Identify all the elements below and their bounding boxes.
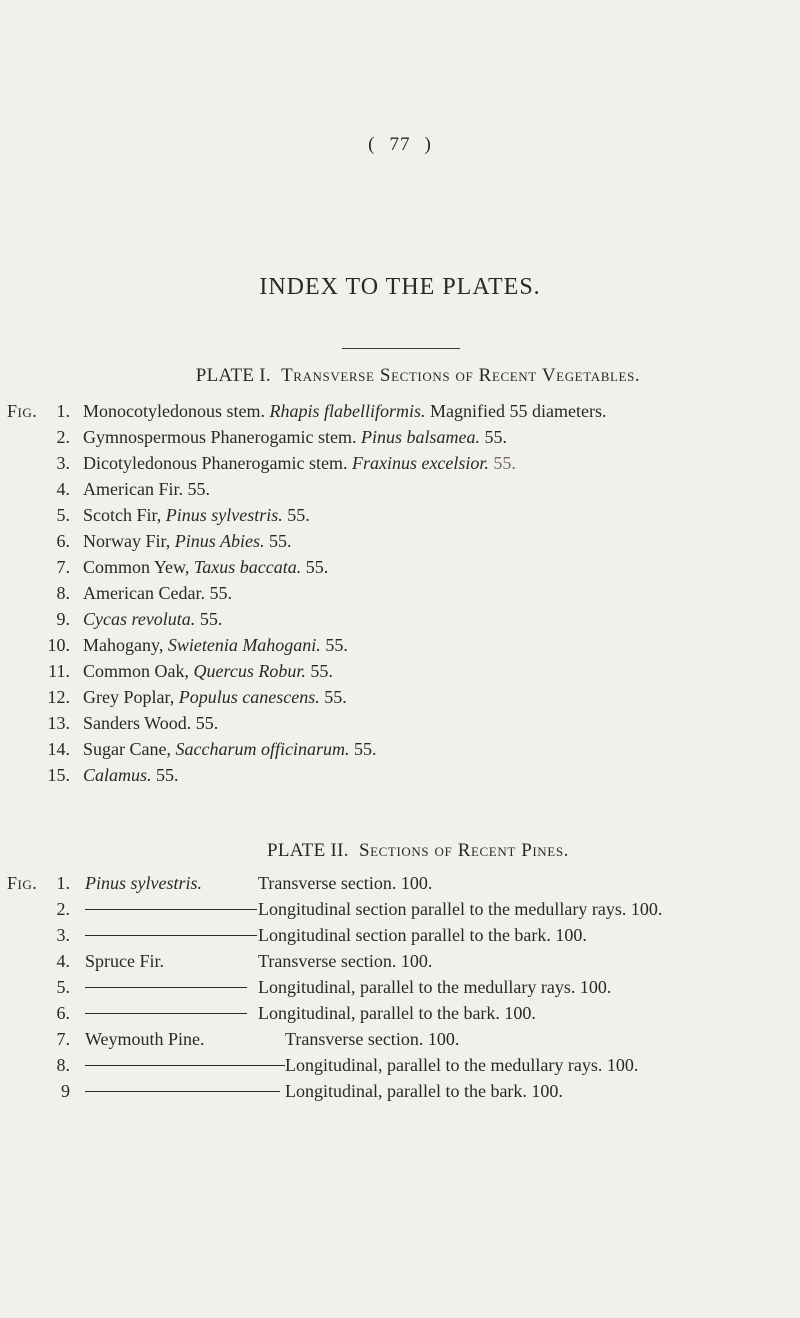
fig-latin-name: Pinus Abies. xyxy=(174,531,265,551)
fig-latin-name: Rhapis flabelliformis. xyxy=(269,401,426,421)
list-item xyxy=(0,922,800,948)
fig-number: 12. xyxy=(47,687,70,707)
fig-number: 1. xyxy=(56,873,70,893)
fig-section-description: Longitudinal, parallel to the medullary rays. 100. xyxy=(258,977,612,997)
list-item xyxy=(0,554,800,580)
ditto-dash xyxy=(85,909,257,910)
fig-number: 4. xyxy=(56,951,70,971)
fig-magnification: 55. xyxy=(187,479,210,499)
plate2-heading xyxy=(48,840,788,862)
fig-description: Scotch Fir, xyxy=(83,505,162,525)
fig-latin-name: Pinus sylvestris. xyxy=(165,505,283,525)
list-item xyxy=(0,1078,800,1104)
ditto-dash xyxy=(85,1091,280,1092)
list-item xyxy=(0,606,800,632)
fig-description: Norway Fir, xyxy=(83,531,171,551)
fig-latin-name: Populus canescens. xyxy=(178,687,320,707)
paren-open: ( xyxy=(368,134,376,155)
list-item xyxy=(0,710,800,736)
list-item xyxy=(0,580,800,606)
fig-magnification: 55. xyxy=(325,635,348,655)
fig-section-description: Longitudinal section parallel to the bark. 100. xyxy=(258,925,587,945)
fig-species-name: Pinus sylvestris. xyxy=(85,873,202,893)
fig-description: Sanders Wood. xyxy=(83,713,192,733)
list-item xyxy=(0,948,800,974)
fig-latin-name: Saccharum officinarum. xyxy=(175,739,350,759)
list-item xyxy=(0,450,800,476)
fig-number: 11. xyxy=(48,661,70,681)
fig-number: 8. xyxy=(56,583,70,603)
fig-magnification: 55. xyxy=(324,687,347,707)
fig-latin-name: Calamus. xyxy=(83,765,152,785)
fig-magnification: 55. xyxy=(310,661,333,681)
list-item xyxy=(0,1052,800,1078)
fig-section-description: Longitudinal section parallel to the medullary rays. 100. xyxy=(258,899,663,919)
fig-section-description: Transverse section. 100. xyxy=(258,873,433,893)
fig-number: 9. xyxy=(56,609,70,629)
fig-number: 15. xyxy=(47,765,70,785)
list-item xyxy=(0,736,800,762)
fig-number: 14. xyxy=(47,739,70,759)
fig-label: Fig. xyxy=(7,401,38,421)
fig-magnification: 55. xyxy=(199,609,223,629)
plate2-subtitle: Sections of Recent Pines. xyxy=(358,840,570,861)
fig-number: 7. xyxy=(56,557,70,577)
fig-description: Grey Poplar, xyxy=(83,687,175,707)
list-item xyxy=(0,974,800,1000)
list-item xyxy=(0,896,800,922)
ditto-dash xyxy=(85,935,257,936)
fig-number: 5. xyxy=(56,977,70,997)
list-item xyxy=(0,424,800,450)
fig-number: 1. xyxy=(56,401,70,421)
fig-magnification: 55. xyxy=(484,427,507,447)
list-item xyxy=(0,528,800,554)
fig-magnification: 55. xyxy=(156,765,179,785)
fig-section-description: Transverse section. 100. xyxy=(258,951,433,971)
fig-latin-name: Pinus balsamea. xyxy=(360,427,480,447)
page-number xyxy=(0,134,800,156)
fig-label: Fig. xyxy=(7,873,38,893)
list-item xyxy=(0,502,800,528)
fig-description: Sugar Cane, xyxy=(83,739,171,759)
fig-number: 2. xyxy=(56,427,70,447)
fig-number: 3. xyxy=(56,453,70,473)
fig-section-description: Longitudinal, parallel to the medullary rays. 100. xyxy=(285,1055,639,1075)
plate2-figure-list xyxy=(0,870,800,1104)
plate1-heading xyxy=(48,365,788,387)
fig-number: 8. xyxy=(56,1055,70,1075)
fig-magnification: 55. xyxy=(287,505,310,525)
ditto-dash xyxy=(85,1013,247,1014)
title-divider xyxy=(342,348,460,349)
plate1-subtitle: Transverse Sections of Recent Vegetables. xyxy=(281,365,641,386)
fig-section-description: Longitudinal, parallel to the bark. 100. xyxy=(258,1003,536,1023)
list-item xyxy=(0,762,800,788)
fig-number: 7. xyxy=(56,1029,70,1049)
fig-magnification: 55. xyxy=(268,531,292,551)
plate2-label: PLATE II. xyxy=(266,840,349,861)
page-title: INDEX TO THE PLATES. xyxy=(259,274,541,300)
ditto-dash xyxy=(85,1065,285,1066)
fig-section-description: Longitudinal, parallel to the bark. 100. xyxy=(285,1081,563,1101)
fig-latin-name: Taxus baccata. xyxy=(193,557,302,577)
fig-number: 2. xyxy=(56,899,70,919)
fig-latin-name: Cycas revoluta. xyxy=(83,609,196,629)
fig-description: Common Oak, xyxy=(83,661,189,681)
fig-number: 10. xyxy=(47,635,70,655)
fig-description: Dicotyledonous Phanerogamic stem. xyxy=(83,453,348,473)
list-item xyxy=(0,658,800,684)
fig-magnification: 55. xyxy=(305,557,329,577)
list-item xyxy=(0,632,800,658)
fig-magnification: 55. xyxy=(493,453,516,473)
fig-species-name: Weymouth Pine. xyxy=(85,1029,205,1049)
fig-species-name: Spruce Fir. xyxy=(85,951,164,971)
list-item xyxy=(0,1026,800,1052)
fig-latin-name: Swietenia Mahogani. xyxy=(167,635,321,655)
fig-description: Common Yew, xyxy=(83,557,190,577)
fig-description: Mahogany, xyxy=(83,635,164,655)
fig-latin-name: Fraxinus excelsior. xyxy=(351,453,489,473)
fig-magnification: 55. xyxy=(353,739,377,759)
fig-latin-name: Quercus Robur. xyxy=(193,661,306,681)
plate1-figure-list xyxy=(0,398,800,788)
fig-number: 3. xyxy=(56,925,70,945)
fig-number: 6. xyxy=(56,1003,70,1023)
paren-close: ) xyxy=(424,134,432,155)
fig-number: 9 xyxy=(61,1081,70,1101)
plate1-label: PLATE I. xyxy=(195,365,271,386)
fig-magnification: 55. xyxy=(209,583,232,603)
fig-description: American Cedar. xyxy=(83,583,205,603)
fig-number: 6. xyxy=(56,531,70,551)
list-item xyxy=(0,398,800,424)
page-number-value: 77 xyxy=(389,134,411,155)
fig-number: 4. xyxy=(56,479,70,499)
ditto-dash xyxy=(85,987,247,988)
fig-description: Monocotyledonous stem. xyxy=(83,401,265,421)
list-item xyxy=(0,476,800,502)
list-item xyxy=(0,1000,800,1026)
list-item xyxy=(0,684,800,710)
fig-description: Gymnospermous Phanerogamic stem. xyxy=(83,427,357,447)
list-item xyxy=(0,870,800,896)
fig-number: 13. xyxy=(47,713,70,733)
fig-description: American Fir. xyxy=(83,479,183,499)
fig-number: 5. xyxy=(56,505,70,525)
fig-magnification: Magnified 55 diameters. xyxy=(430,401,607,421)
fig-section-description: Transverse section. 100. xyxy=(285,1029,460,1049)
fig-magnification: 55. xyxy=(195,713,219,733)
